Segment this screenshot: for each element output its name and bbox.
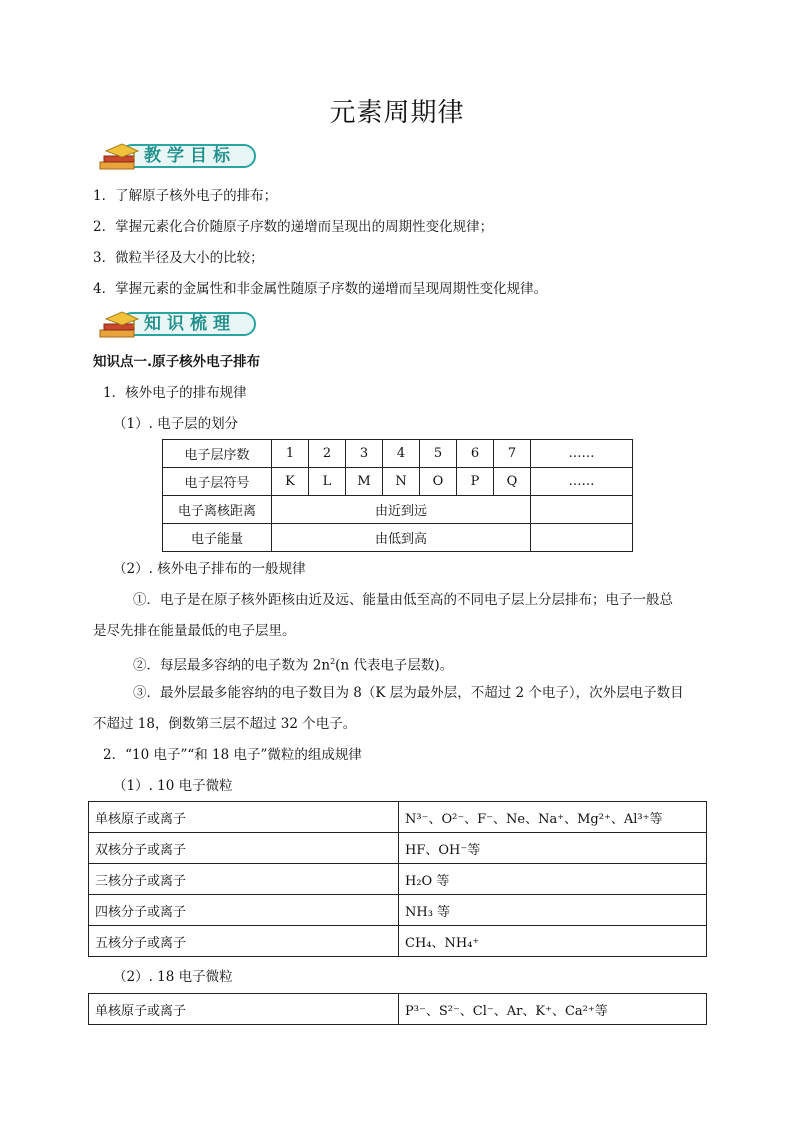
section-banner-goals [96, 140, 260, 174]
ten-electron-table [88, 801, 707, 957]
table-cell: 电子层符号 [163, 468, 272, 496]
table-cell [531, 496, 633, 524]
table-cell: CH₄、NH₄⁺ [399, 926, 707, 957]
table-cell: 由近到远 [272, 496, 531, 524]
goal-item: 3．微粒半径及大小的比较； [93, 250, 264, 266]
table-row [89, 926, 707, 957]
books-cap-icon [96, 140, 146, 174]
table-row [89, 864, 707, 895]
table-cell: 电子层序数 [163, 440, 272, 468]
books-cap-icon [96, 308, 146, 342]
table-cell: …… [531, 468, 633, 496]
table-row [163, 496, 633, 524]
goal-item: 1．了解原子核外电子的排布； [93, 188, 278, 204]
electron-shell-table [162, 439, 633, 552]
table-cell: 7 [494, 440, 531, 468]
table-cell: 1 [272, 440, 309, 468]
banner-title: 教学目标 [144, 146, 236, 166]
table-cell: P [457, 468, 494, 496]
table-cell: 双核分子或离子 [89, 833, 399, 864]
subsection-heading: （2）. 核外电子排布的一般规律 [113, 561, 306, 577]
eighteen-electron-table [88, 993, 707, 1025]
table-cell: 5 [420, 440, 457, 468]
section-banner-knowledge [96, 308, 260, 342]
table-row [89, 895, 707, 926]
table-cell: 单核原子或离子 [89, 802, 399, 833]
table-cell: H₂O 等 [399, 864, 707, 895]
section-heading: 2．“10 电子”“和 18 电子”微粒的组成规律 [103, 747, 362, 763]
table-cell: 三核分子或离子 [89, 864, 399, 895]
table-cell: Q [494, 468, 531, 496]
table-cell: 2 [309, 440, 346, 468]
table-cell: 6 [457, 440, 494, 468]
table-cell: 由低到高 [272, 524, 531, 552]
section-heading: 1．核外电子的排布规律 [103, 385, 247, 401]
table-cell: N [383, 468, 420, 496]
table-cell [531, 524, 633, 552]
rule2-text: ②．每层最多容纳的电子数为 2n [133, 657, 331, 674]
table-row [163, 440, 633, 468]
paragraph-line [133, 652, 453, 676]
subsection-heading: （1）. 10 电子微粒 [113, 778, 233, 794]
table-cell: 五核分子或离子 [89, 926, 399, 957]
subsection-heading: （2）. 18 电子微粒 [113, 969, 233, 985]
table-cell: M [346, 468, 383, 496]
table-cell: P³⁻、S²⁻、Cl⁻、Ar、K⁺、Ca²⁺等 [399, 994, 707, 1025]
table-cell: L [309, 468, 346, 496]
paragraph-line: ③．最外层最多能容纳的电子数目为 8（K 层为最外层，不超过 2 个电子），次外层电子数目 [133, 685, 684, 701]
banner-title: 知识梳理 [144, 314, 236, 334]
knowledge-point-title: 知识点一.原子核外电子排布 [93, 354, 261, 370]
paragraph-line: ①．电子是在原子核外距核由近及远、能量由低至高的不同电子层上分层排布；电子一般总 [133, 592, 673, 608]
rule2-text-end: (n 代表电子层数)。 [335, 657, 454, 674]
table-cell: 单核原子或离子 [89, 994, 399, 1025]
table-row [89, 994, 707, 1025]
table-cell: 电子能量 [163, 524, 272, 552]
table-cell: …… [531, 440, 633, 468]
table-row [89, 833, 707, 864]
paragraph-line: 是尽先排在能量最低的电子层里。 [93, 623, 296, 639]
table-cell: 3 [346, 440, 383, 468]
table-cell: 4 [383, 440, 420, 468]
paragraph-line: 不超过 18，倒数第三层不超过 32 个电子。 [93, 716, 357, 732]
table-cell: O [420, 468, 457, 496]
table-cell: 电子离核距离 [163, 496, 272, 524]
table-cell: NH₃ 等 [399, 895, 707, 926]
goal-item: 4．掌握元素的金属性和非金属性随原子序数的递增而呈现周期性变化规律。 [93, 281, 548, 297]
subsection-heading: （1）. 电子层的划分 [113, 416, 239, 432]
table-cell: 四核分子或离子 [89, 895, 399, 926]
table-cell: HF、OH⁻等 [399, 833, 707, 864]
table-row [89, 802, 707, 833]
table-row [163, 524, 633, 552]
table-row [163, 468, 633, 496]
page-title: 元素周期律 [329, 98, 465, 128]
table-cell: N³⁻、O²⁻、F⁻、Ne、Na⁺、Mg²⁺、Al³⁺等 [399, 802, 707, 833]
table-cell: K [272, 468, 309, 496]
rule2-superscript: 2 [330, 657, 336, 666]
goal-item: 2．掌握元素化合价随原子序数的递增而呈现出的周期性变化规律； [93, 219, 494, 235]
